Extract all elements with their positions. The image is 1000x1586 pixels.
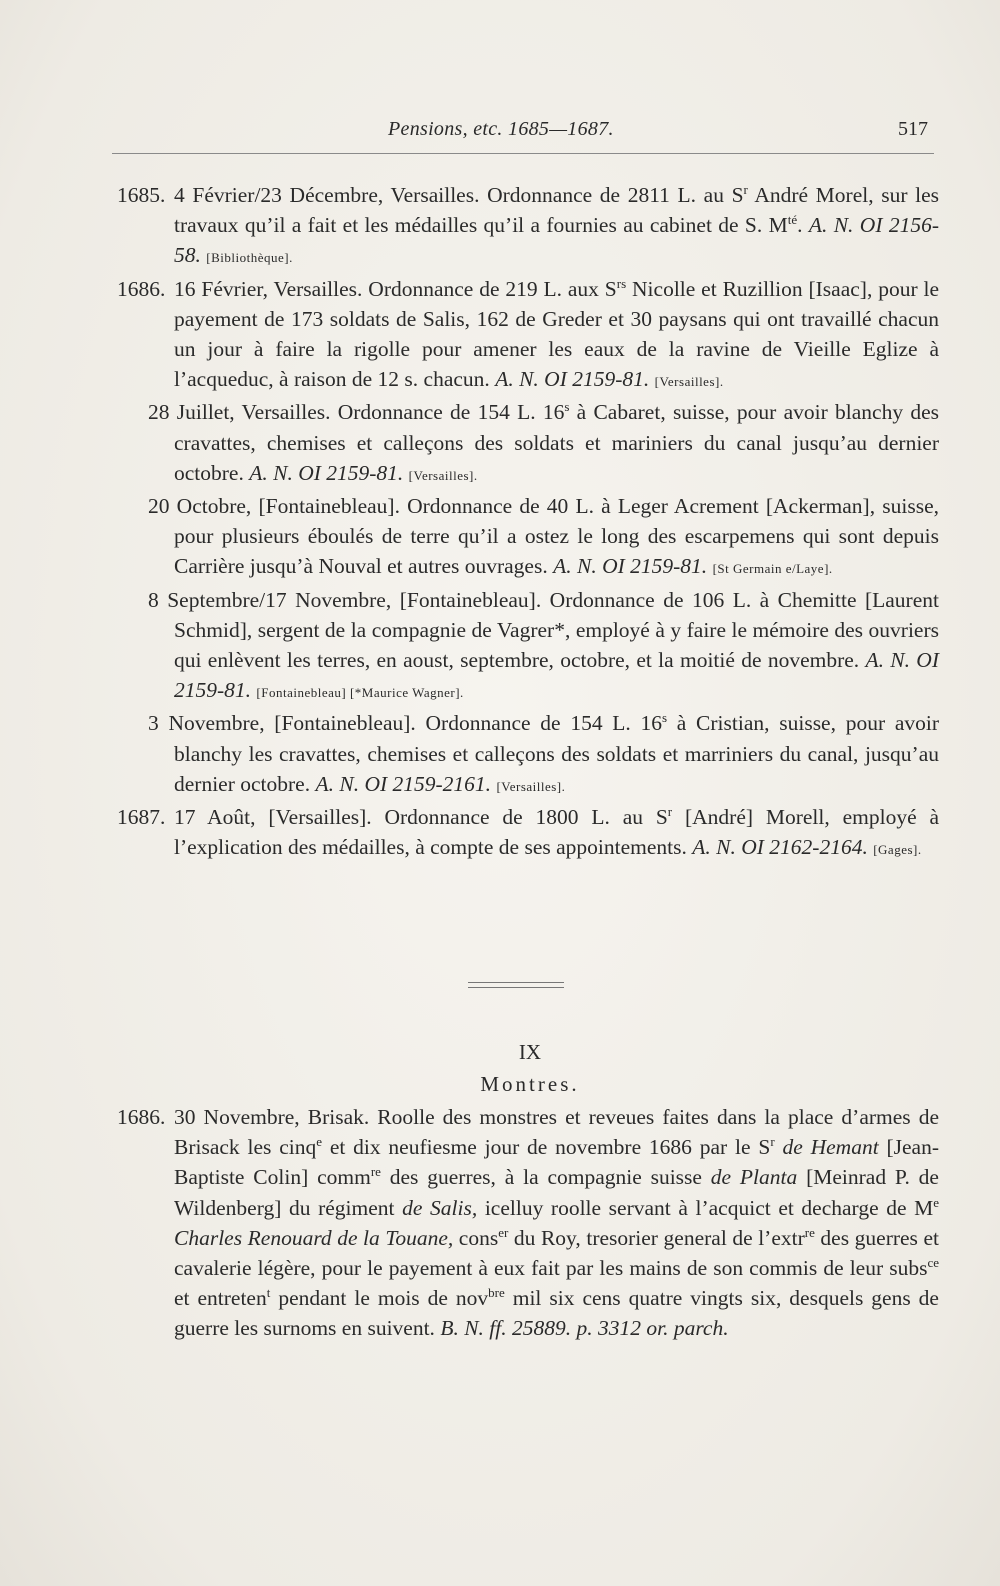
entry-1685 (117, 180, 939, 274)
entry-1686-feb (117, 274, 939, 398)
archive-citation: A. N. OI 2159-2161. (315, 771, 492, 796)
location-note: [Bibliothèque]. (206, 250, 293, 266)
section-number: IX (518, 1040, 542, 1064)
entry-text: 8 Septembre/17 Novembre, [Fontainebleau]. Ordonnance de 106 L. à Chemitte [Laurent Schmid], sergent de la compagnie de Vagrer*, employé à y faire le mémoire des ouvriers qui enlèvent les terres, en aoust, septembre, octobre, et la moitié de novembre. (148, 587, 939, 673)
archive-citation: A. N. OI 2159-81. (495, 367, 650, 392)
entry-text: à Cabaret, suisse, pour avoir blanchy des cravattes, chemises et calleçons des soldats et mariniers du canal jusqu’au dernier octobre. (174, 400, 939, 485)
entry-text: 20 Octobre, [Fontainebleau]. Ordonnance de 40 L. à Leger Acrement [Ackerman], suisse, pour plusieurs éboulés de terre qu’il a ostez le long des escarpemens qui sont depuis Carrière jusqu’à Nouval et autres ouvrages. (148, 494, 939, 579)
italic-name: de Salis, (402, 1195, 478, 1220)
entry-text: 3 Novembre, [Fontainebleau]. Ordonnance de 154 L. 16 (148, 711, 663, 736)
entry-text: [André] Morell, employé à l’explication des médailles, à compte de ses appointements. (174, 805, 940, 860)
entry-text: 16 Février, Versailles. Ordonnance de 219 L. aux S (174, 276, 617, 301)
superscript: e (316, 1134, 322, 1150)
pension-entries (117, 180, 939, 865)
italic-name: de Hemant (782, 1135, 879, 1160)
entry-text: à Cristian, suisse, pour avoir blanchy les cravattes, chemises et calleçons des soldats et marriniers du canal, jusqu’au dernier octobre. (174, 711, 939, 796)
superscript: r (770, 1134, 775, 1150)
location-note: [Versailles]. (654, 374, 724, 390)
header-rule (112, 153, 934, 154)
entry-text: 30 Novembre, Brisak. Roolle des monstres et reveues faites dans la place d’armes de Brisack les cinq (174, 1105, 939, 1160)
location-note: [Versailles]. (496, 778, 566, 794)
entry-1686-sep (117, 585, 939, 709)
superscript: er (498, 1224, 509, 1240)
location-note: [Fontainebleau] [*Maurice Wagner]. (256, 685, 464, 701)
entry-text: cons (453, 1225, 499, 1250)
entry-text: 28 Juillet, Versailles. Ordonnance de 154 L. 16 (148, 400, 565, 425)
entry-text: . (797, 213, 809, 238)
entry-1686-jul (117, 397, 939, 491)
entry-text: [Jean-Baptiste Colin] comm (174, 1135, 940, 1190)
entry-year: 1685. (117, 183, 166, 207)
entry-text: et entreten (174, 1286, 267, 1311)
superscript: re (370, 1164, 381, 1180)
superscript: re (804, 1224, 815, 1240)
superscript: t (266, 1285, 271, 1301)
entry-text: [Meinrad P. de Wildenberg] du régiment (174, 1165, 939, 1220)
page-number: 517 (898, 118, 928, 140)
superscript: rs (616, 275, 627, 291)
entry-montres-1686 (117, 1102, 939, 1344)
entry-1687 (117, 802, 939, 865)
entry-text: pendant le mois de nov (270, 1286, 489, 1311)
section-title: Montres. (480, 1072, 580, 1096)
superscript: r (743, 182, 748, 197)
italic-name: de Planta (710, 1165, 798, 1190)
archive-citation: A. N. OI 2162-2164. (692, 835, 868, 860)
entry-text: et dix neufiesme jour de novembre 1686 par le S (322, 1135, 771, 1160)
entry-year: 1686. (117, 276, 166, 301)
entry-year: 1686. (117, 1105, 166, 1129)
superscript: s (662, 710, 668, 726)
archive-citation: A. N. OI 2156-58. (174, 213, 939, 268)
superscript: bre (488, 1285, 505, 1301)
entry-text: icelluy roolle servant à l’acquict et decharge de M (477, 1195, 934, 1220)
superscript: e (933, 1194, 940, 1210)
superscript: té (787, 212, 798, 228)
section-separator (468, 982, 564, 988)
entry-text: du Roy, tresorier general de l’extr (508, 1225, 805, 1250)
running-head (0, 118, 1000, 148)
entry-text: des guerres, à la compagnie suisse (380, 1165, 711, 1190)
archive-citation: B. N. ff. 25889. p. 3312 or. parch. (440, 1316, 729, 1341)
italic-name: Charles Renouard de la Touane, (174, 1225, 454, 1250)
archive-citation: A. N. OI 2159-81. (553, 554, 708, 579)
location-note: [St Germain e/Laye]. (712, 561, 833, 577)
superscript: r (667, 804, 673, 820)
running-title: Pensions, etc. 1685—1687. (388, 118, 614, 140)
montres-entries (117, 1102, 939, 1344)
entry-1686-oct (117, 491, 939, 585)
entry-text: Nicolle et Ruzillion [Isaac], pour le payement de 173 soldats de Salis, 162 de Greder et 30 paysans qui ont travaillé chacun un jour à faire la rigolle pour amener les eaux de la ravine de Vieille Eglize à l’acqueduc, à raison de 12 s. chacun. (174, 276, 939, 392)
entry-year: 1687. (117, 805, 166, 830)
location-note: [Gages]. (873, 842, 922, 858)
entry-1686-nov (117, 708, 939, 802)
entry-text: mil six cens quatre vingts six, desquels gens de guerre les surnoms en suivent. (174, 1286, 939, 1341)
superscript: ce (927, 1255, 939, 1271)
archive-citation: A. N. OI 2159-81. (174, 648, 939, 703)
entry-text: 4 Février/23 Décembre, Versailles. Ordonnance de 2811 L. au S (174, 183, 744, 207)
entry-text: des guerres et cavalerie légère, pour le payement à eux fait par les mains de son commis de leur subs (174, 1225, 940, 1281)
location-note: [Versailles]. (408, 467, 478, 483)
archive-citation: A. N. OI 2159-81. (249, 460, 404, 485)
entry-text: André Morel, sur les travaux qu’il a fait et les médailles qu’il a fournies au cabinet de S. M (174, 183, 939, 238)
entry-text: 17 Août, [Versailles]. Ordonnance de 1800 L. au S (174, 805, 668, 830)
superscript: s (564, 399, 570, 415)
